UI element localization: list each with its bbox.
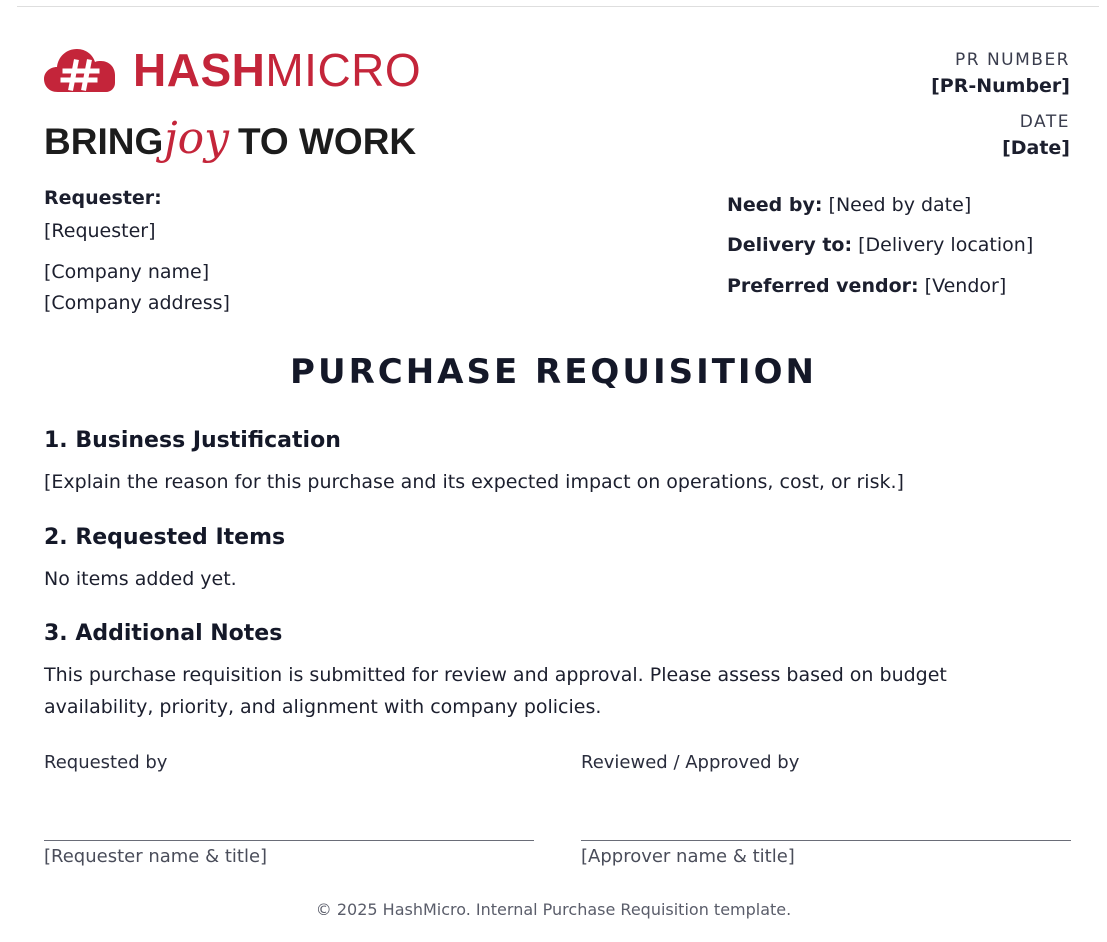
section-title-justification: 1. Business Justification xyxy=(44,428,341,453)
delivery-value: [Delivery location] xyxy=(858,234,1034,256)
logo-word-light: MICRO xyxy=(265,44,422,96)
section-title-notes: 3. Additional Notes xyxy=(44,621,283,646)
need-by-row xyxy=(727,194,971,216)
need-by-label: Need by: xyxy=(727,194,823,216)
section-body-notes: This purchase requisition is submitted for review and approval. Please assess based on budget availability, priority, and alignment with company policies. xyxy=(44,664,947,718)
tagline-script: joy xyxy=(164,113,229,164)
pr-number-value: [PR-Number] xyxy=(931,75,1070,97)
vendor-row xyxy=(727,275,1006,297)
tagline-left: BRING xyxy=(44,121,164,162)
top-divider xyxy=(17,6,1099,7)
cloud-hash-icon xyxy=(44,46,116,94)
need-by-value: [Need by date] xyxy=(828,194,972,216)
requested-by-label: Requested by xyxy=(44,752,168,773)
date-label: DATE xyxy=(1019,112,1070,132)
document-title: PURCHASE REQUISITION xyxy=(290,352,817,392)
date-value: [Date] xyxy=(1002,137,1070,159)
delivery-row xyxy=(727,234,1033,256)
requester-label: Requester: xyxy=(44,187,162,209)
vendor-label: Preferred vendor: xyxy=(727,275,919,297)
section-body-items: No items added yet. xyxy=(44,568,237,590)
tagline-right: TO WORK xyxy=(238,121,417,162)
company-name: [Company name] xyxy=(44,261,210,283)
section-title-items: 2. Requested Items xyxy=(44,525,286,550)
approver-signature-name: [Approver name & title] xyxy=(581,846,795,867)
pr-number-label: PR NUMBER xyxy=(954,50,1070,70)
requester-signature-name: [Requester name & title] xyxy=(44,846,268,867)
approved-by-label: Reviewed / Approved by xyxy=(581,752,800,773)
approver-signature-line xyxy=(581,840,1071,841)
hashmicro-logo xyxy=(44,44,434,176)
requester-signature-line xyxy=(44,840,534,841)
delivery-label: Delivery to: xyxy=(727,234,853,256)
company-address: [Company address] xyxy=(44,292,230,314)
requester-name: [Requester] xyxy=(44,220,156,242)
section-body-justification: [Explain the reason for this purchase and its expected impact on operations, cost, or risk.] xyxy=(44,471,904,493)
logo-wordmark xyxy=(133,44,421,96)
vendor-value: [Vendor] xyxy=(924,275,1007,297)
footer-copyright: © 2025 HashMicro. Internal Purchase Requisition template. xyxy=(315,900,792,919)
logo-word-bold: HASH xyxy=(133,44,266,96)
